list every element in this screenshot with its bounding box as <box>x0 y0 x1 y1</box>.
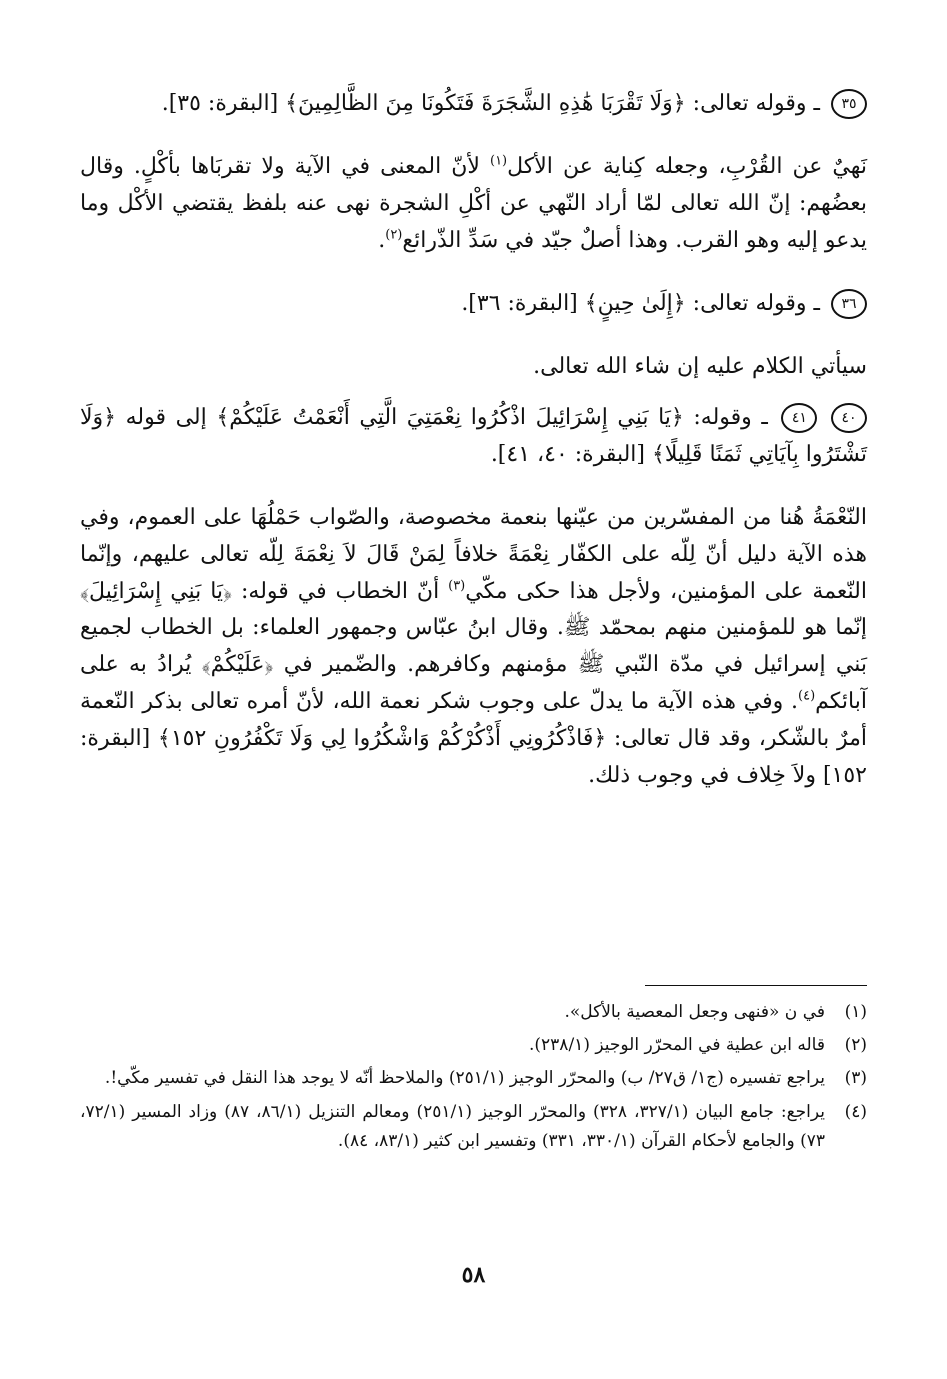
footnote-1 <box>80 998 867 1027</box>
footnote-ref: (١) <box>489 153 508 169</box>
footnote-label: (٢) <box>844 1035 867 1056</box>
footnote-text: يراجع تفسيره (ج١/ ق٢٧/ ب) والمحرّر الوجيز (٢٥١/١) والملاحظ أنّه لا يوجد هذا النقل في تفسير مكّي!. <box>104 1068 825 1089</box>
main-text <box>80 86 867 821</box>
paragraph-text: نَهيٌ عن القُرْبِ، وجعله كِناية عن الأكل <box>507 153 867 179</box>
entry-verse-40-41 <box>80 400 867 474</box>
verse-number-badge: ٤١ <box>781 403 817 433</box>
footnote-text: قاله ابن عطية في المحرّر الوجيز (٢٣٨/١). <box>529 1035 825 1056</box>
page-number: ٥٨ <box>461 1262 486 1288</box>
footnote-label: (٤) <box>844 1101 867 1122</box>
entry-verse-35 <box>80 86 867 123</box>
footnote-3 <box>80 1064 867 1093</box>
entry-text: ـ وقوله: ﴿يَا بَنِي إِسْرَائِيلَ اذْكُرُوا نِعْمَتِيَ الَّتِي أَنْعَمْتُ عَلَيْكُمْ﴾ إلى قوله ﴿وَلَا تَشْتَرُوا بِآيَاتِي ثَمَنًا قَلِيلًا﴾ [البقرة: ٤٠، ٤١]. <box>80 404 867 467</box>
paragraph-commentary-36: سيأتي الكلام عليه إن شاء الله تعالى. <box>533 353 867 379</box>
footnote-separator <box>645 985 867 986</box>
entry-verse-36 <box>80 286 867 323</box>
verse-number-badge: ٤٠ <box>831 403 867 433</box>
paragraph-text: النّعْمَةُ هُنا من المفسّرين من عيّنها بنعمة مخصوصة، والصّواب حَمْلُهَا على العموم، وفي هذه الآية دليل أنّ لِلّه على الكفّار نِعْمَةً خلافاً لِمَنْ قَالَ لاَ نِعْمَةَ لِلّه تعالى عليهم، وإنّما النّعمة على المؤمنين، ولأجل هذا حكى مكّي <box>80 504 867 604</box>
entry-text: ـ وقوله تعالى: ﴿إِلَىٰ حِينٍ﴾ [البقرة: ٣٦]. <box>461 290 820 316</box>
footnote-text: في ن «فنهى وجعل المعصية بالأكل». <box>564 1002 825 1022</box>
verse-number-badge: ٣٥ <box>831 89 867 119</box>
footnote-label: (٣) <box>844 1068 867 1089</box>
footnote-label: (١) <box>844 1002 867 1022</box>
paragraph-text: . <box>378 227 386 253</box>
paragraph-text: لأنّ المعنى في الآية ولا تقربَاها بأكْلٍ. وقال بعضُهم: إنّ الله تعالى لمّا أراد النّهي عن أكْلِ الشجرة نهى عنه بلفظ يقتضي الأكْل وما يدعو إليه وهو القرب. وهذا أصلٌ جيّد في سَدِّ الذّرائع <box>80 153 867 253</box>
footnote-ref: (٣) <box>448 578 466 594</box>
paragraph-commentary-35 <box>80 149 867 260</box>
entry-text: ـ وقوله تعالى: ﴿وَلَا تَقْرَبَا هَٰذِهِ الشَّجَرَةَ فَتَكُونَا مِنَ الظَّالِمِينَ﴾ [البقرة: ٣٥]. <box>161 91 820 116</box>
verse-number-badge: ٣٦ <box>831 289 867 319</box>
footnote-ref: (٢) <box>385 227 403 243</box>
paragraph-text: أنّ الخطاب في قوله: ﴿يَا بَنِي إِسْرَائِيلَ﴾ إنّما هو للمؤمنين منهم بمحمّد ﷺ. وقال ابنُ عبّاس وجمهور العلماء: بل الخطاب لجميع بَني إسرائيل في مدّة النّبي ﷺ مؤمنهم وكافرهم. والضّمير في ﴿عَلَيْكُمْ﴾ يُرادُ به على آبائكم <box>80 578 868 715</box>
paragraph-text: . وفي هذه الآية ما يدلّ على وجوب شكر نعمة الله، لأنّ أمره تعالى بذكر النّعمة أمرٌ بالشّكر، وقد قال تعالى: ﴿فَاذْكُرُونِي أَذْكُرْكُمْ وَاشْكُرُوا لِي وَلَا تَكْفُرُونِ ١٥٢﴾ [البقرة: ١٥٢] ولاَ خِلاف في وجوب ذلك. <box>80 689 867 789</box>
footnote-text: يراجع: جامع البيان (٣٢٧/١، ٣٢٨) والمحرّر الوجيز (٢٥١/١) ومعالم التنزيل (٨٦/١، ٨٧) وزاد المسير (٧٢/١، ٧٣) والجامع لأحكام القرآن (٣٣٠/١، ٣٣١) وتفسير ابن كثير (٨٣/١، ٨٤). <box>80 1101 825 1151</box>
footnote-2 <box>80 1031 867 1060</box>
footnotes <box>80 998 867 1160</box>
footnote-ref: (٤) <box>798 689 816 705</box>
paragraph-commentary-40 <box>80 500 867 796</box>
footnote-4 <box>80 1098 867 1156</box>
